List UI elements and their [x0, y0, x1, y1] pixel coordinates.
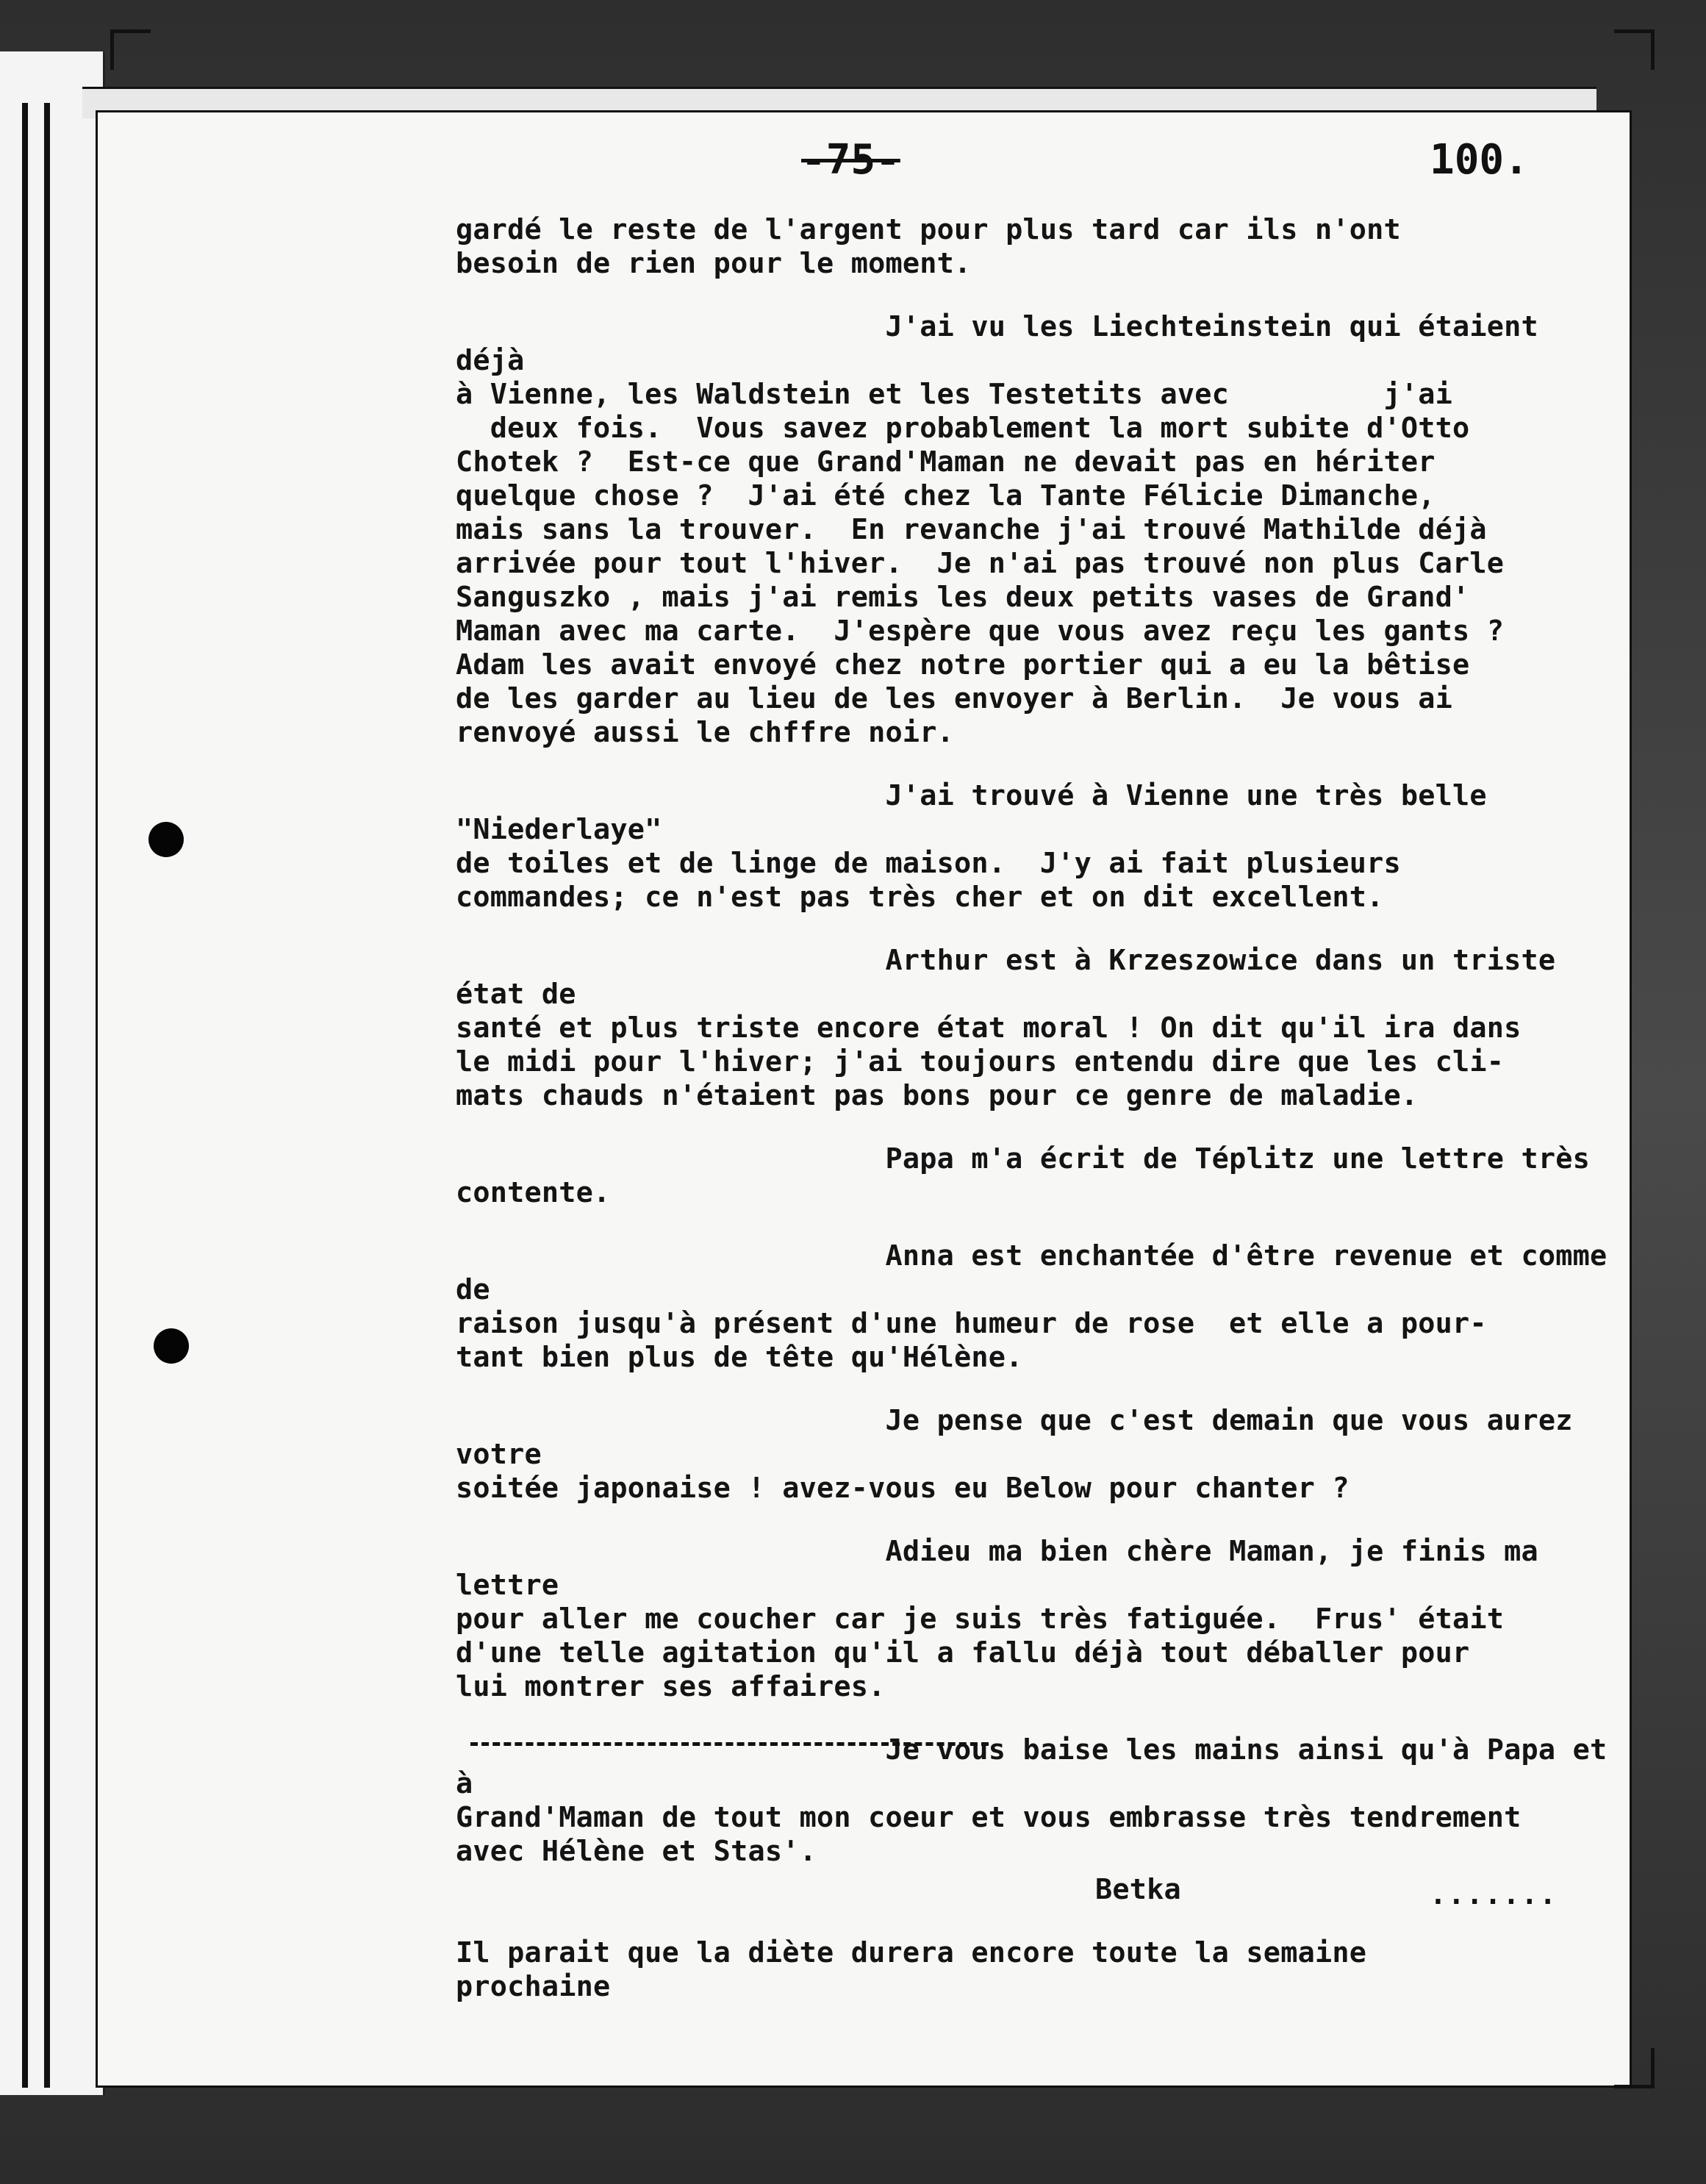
page-edge-line	[22, 103, 28, 2088]
postscript: Il parait que la diète durera encore toute la semaine prochaine	[456, 1936, 1367, 2003]
paragraph: Je vous baise les mains ainsi qu'à Papa et à Grand'Maman de tout mon coeur et vous embrasse très tendrement avec Hélène et Stas'.	[456, 1733, 1608, 1868]
paragraph: Je pense que c'est demain que vous aurez votre soitée japonaise ! avez-vous eu Below pour chanter ?	[456, 1404, 1573, 1505]
punch-hole	[154, 1328, 189, 1364]
continuation-dots: .......	[1430, 1878, 1558, 1911]
paragraph: Arthur est à Krzeszowice dans un triste état de santé et plus triste encore état moral ! On dit qu'il ira dans le midi pour l'hiver; j'ai toujours entendu dire que les cli- mats chauds n'étaient pas bons pour ce genre de maladie.	[456, 944, 1556, 1112]
punch-hole	[148, 822, 184, 857]
paragraph: Adieu ma bien chère Maman, je finis ma lettre pour aller me coucher car je suis très fatiguée. Frus' était d'une telle agitation qu'il a fallu déjà tout déballer pour lui montrer ses affaires.	[456, 1535, 1538, 1703]
letter-body	[456, 213, 1617, 2004]
crop-mark-bottom-right	[1614, 2048, 1655, 2088]
folio-number: 100.	[1430, 136, 1529, 184]
adjacent-page-edge	[0, 51, 105, 2095]
page-number: -75-	[801, 136, 900, 184]
page-edge-line	[44, 103, 50, 2088]
paragraph: J'ai trouvé à Vienne une très belle "Niederlaye" de toiles et de linge de maison. J'y ai fait plusieurs commandes; ce n'est pas très cher et on dit excellent.	[456, 779, 1487, 914]
crop-mark-top-left	[110, 29, 151, 70]
crop-mark-top-right	[1614, 29, 1655, 70]
divider-line	[470, 1742, 989, 1746]
signature: Betka	[1095, 1873, 1181, 1906]
paragraph: gardé le reste de l'argent pour plus tard car ils n'ont besoin de rien pour le moment.	[456, 213, 1401, 280]
paragraph: Papa m'a écrit de Téplitz une lettre très contente.	[456, 1142, 1591, 1209]
paragraph: Anna est enchantée d'être revenue et comme de raison jusqu'à présent d'une humeur de rose et elle a pour- tant bien plus de tête qu'Hélène.	[456, 1239, 1608, 1374]
paragraph: J'ai vu les Liechteinstein qui étaient déjà à Vienne, les Waldstein et les Testetits avec j'ai deux fois. Vous savez probablement la mort subite d'Otto Chotek ? Est-ce que Grand'Maman ne devait pas en hériter quelque chose ? J'ai été chez la Tante Félicie Dimanche, mais sans la trouver. En revanche j'ai trouvé Mathilde déjà arrivée pour tout l'hiver. Je n'ai pas trouvé non plus Carle Sanguszko , mais j'ai remis les deux petits vases de Grand' Maman avec ma carte. J'espère que vous avez reçu les gants ? Adam les avait envoyé chez notre portier qui a eu la bêtise de les garder au lieu de les envoyer à Berlin. Je vous ai renvoyé aussi le chffre noir.	[456, 310, 1538, 749]
